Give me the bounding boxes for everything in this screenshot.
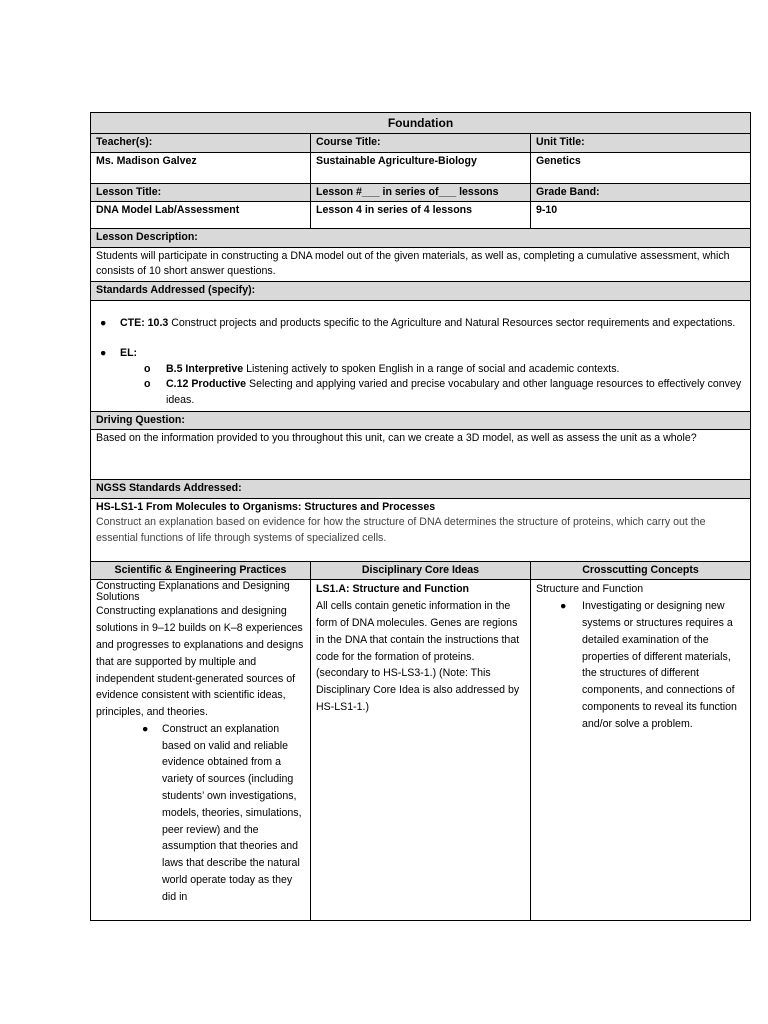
- list-item: [96, 377, 745, 408]
- teacher-label: Teacher(s):: [91, 134, 311, 153]
- lesson-title-value: DNA Model Lab/Assessment: [91, 202, 311, 229]
- el-label: EL:: [120, 347, 138, 360]
- list-item: [96, 721, 307, 906]
- bullet-icon: ●: [100, 347, 107, 360]
- dci-text: All cells contain genetic information in the form of DNA molecules. Genes are regions in the DNA that contain the instructions that code for the formation of proteins. (secondary to HS-LS3-1.) (Note: This Disciplinary Core Idea is also addressed by HS-LS1-1.): [316, 600, 520, 713]
- list-item: [96, 362, 745, 378]
- course-title-value: Sustainable Agriculture-Biology: [311, 152, 531, 183]
- cc-bullet-text: Investigating or designing new systems or structures requires a detailed examination of the properties of different materials, the structures of different components, and connections of components to reveal its function and/or solve a problem.: [582, 600, 737, 730]
- grade-band-label: Grade Band:: [531, 183, 751, 202]
- ngss-standard: HS-LS1-1 From Molecules to Organisms: Structures and Processes: [96, 500, 436, 513]
- unit-title-value: Genetics: [531, 152, 751, 183]
- driving-question-text: Based on the information provided to you throughout this unit, can we create a 3D model, as well as assess the unit as a whole?: [91, 430, 751, 480]
- c12-text: Selecting and applying varied and precise vocabulary and other language resources to effectively convey ideas.: [166, 378, 742, 406]
- standards-list: [96, 316, 745, 362]
- sep-header: Scientific & Engineering Practices: [91, 561, 311, 580]
- lesson-title-label: Lesson Title:: [91, 183, 311, 202]
- list-item: [96, 316, 745, 332]
- ngss-text: Construct an explanation based on evidence for how the structure of DNA determines the structure of proteins, which carry out the essential functions of life through systems of specialized cells.: [96, 516, 706, 544]
- cte-code: CTE: 10.3: [120, 316, 169, 329]
- lesson-number-value: Lesson 4 in series of 4 lessons: [311, 202, 531, 229]
- lesson-description-text: Students will participate in constructing a DNA model out of the given materials, as well as, completing a cumulative assessment, which consists of 10 short answer questions.: [91, 247, 751, 281]
- dci-cell: [311, 580, 531, 921]
- ngss-content: [91, 498, 751, 561]
- driving-question-label: Driving Question:: [91, 411, 751, 430]
- cc-title: Structure and Function: [536, 583, 644, 596]
- page-title: Foundation: [91, 113, 751, 134]
- bullet-icon: ●: [142, 722, 149, 735]
- list-item: [536, 598, 745, 732]
- cte-text: Construct projects and products specific to the Agriculture and Natural Resources sector requirements and expectations.: [168, 316, 736, 329]
- cc-cell: [531, 580, 751, 921]
- dci-header: Disciplinary Core Ideas: [311, 561, 531, 580]
- list-item: [96, 346, 745, 362]
- dci-title: LS1.A: Structure and Function: [316, 583, 470, 596]
- lesson-plan-table: [90, 112, 751, 921]
- sep-title: Constructing Explanations and Designing Solutions: [96, 580, 290, 604]
- sep-bullet-text: Construct an explanation based on valid and reliable evidence obtained from a variety of sources (including students’ own investigations, models, theories, simulations, peer review) and the assumption that theories and laws that describe the natural world operate today as they did in: [162, 722, 302, 903]
- el-sublist: [96, 362, 745, 409]
- cc-header: Crosscutting Concepts: [531, 561, 751, 580]
- standards-label: Standards Addressed (specify):: [91, 281, 751, 300]
- standards-content: [91, 300, 751, 411]
- ngss-label: NGSS Standards Addressed:: [91, 480, 751, 499]
- circle-bullet-icon: o: [144, 362, 151, 375]
- unit-title-label: Unit Title:: [531, 134, 751, 153]
- grade-band-value: 9-10: [531, 202, 751, 229]
- bullet-icon: ●: [560, 600, 567, 613]
- lesson-description-label: Lesson Description:: [91, 229, 751, 248]
- c12-code: C.12 Productive: [166, 378, 247, 391]
- bullet-icon: ●: [100, 316, 107, 329]
- circle-bullet-icon: o: [144, 378, 151, 391]
- lesson-number-label: Lesson #___ in series of___ lessons: [311, 183, 531, 202]
- teacher-value: Ms. Madison Galvez: [91, 152, 311, 183]
- b5-text: Listening actively to spoken English in a range of social and academic contexts.: [243, 362, 620, 375]
- b5-code: B.5 Interpretive: [166, 362, 244, 375]
- sep-text: Constructing explanations and designing solutions in 9–12 builds on K–8 experiences and progresses to explanations and designs that are supported by multiple and independent student-generated sources of evidence consistent with scientific ideas, principles, and theories.: [96, 605, 304, 719]
- course-title-label: Course Title:: [311, 134, 531, 153]
- sep-cell: [91, 580, 311, 921]
